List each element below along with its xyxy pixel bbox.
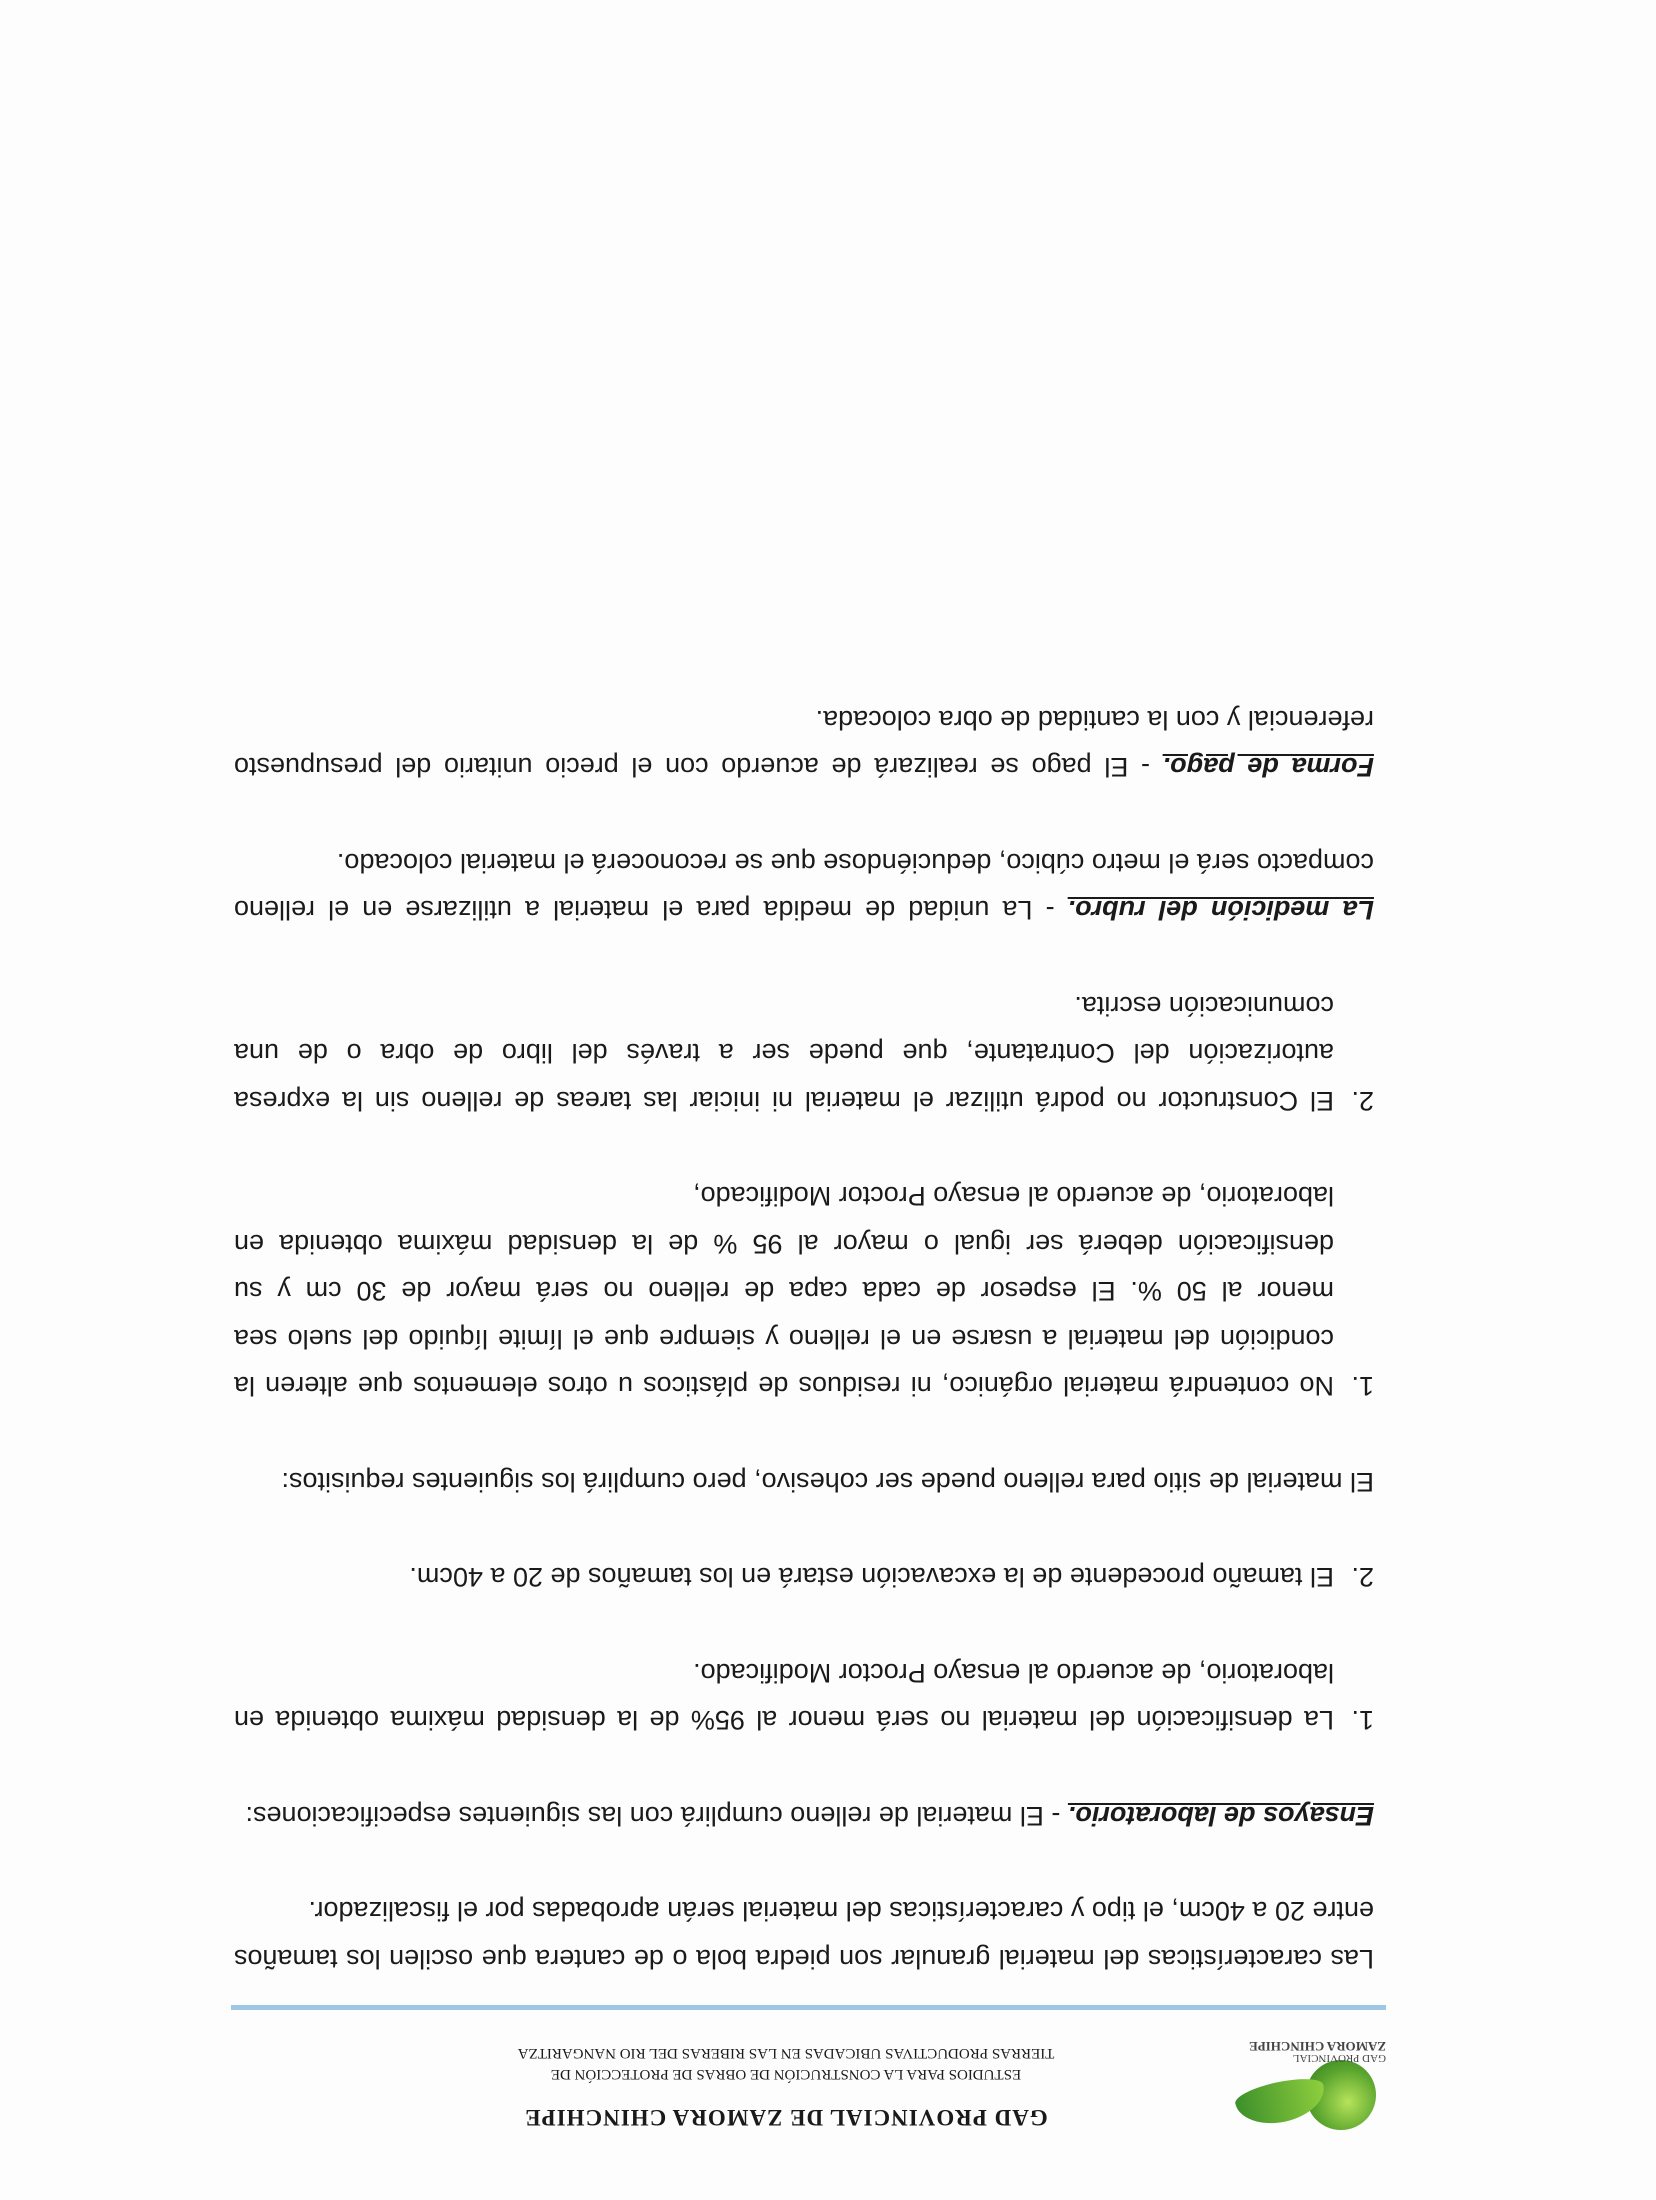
list-item: 1. No contendrá material orgánico, ni residuos de plásticos u otros elementos que alteren la condición del material a usarse en el relleno y siempre que el límite líquido del suelo sea menor al 50 %. El espesor de cada capa de relleno no será mayor de 30 cm y su densificación deberá ser igual o mayor al 95 % de la densidad máxima obtenida en laboratorio, de acuerdo al ensayo Proctor Modificado, [234, 1172, 1344, 1410]
lab-tests-paragraph [234, 1792, 1374, 1840]
lab-tests-heading: Ensayos de laboratorio. [1067, 1801, 1374, 1831]
page-header [186, 2015, 1386, 2130]
document-body [234, 648, 1374, 1983]
measurement-paragraph [234, 839, 1374, 934]
study-title-line1: ESTUDIOS PARA LA CONSTRUCIÓN DE OBRAS DE PROTECCIÓN DE [550, 2066, 1022, 2082]
measurement-heading: La medición del rubro. [1067, 895, 1374, 926]
logo-leaf-icon [1233, 2073, 1329, 2131]
list-item: 1. La densificación del material no será menor al 95% de la densidad máxima obtenida en laboratorio, de acuerdo al ensayo Proctor Modificado. [234, 1649, 1344, 1744]
organization-title: GAD PROVINCIAL DE ZAMORA CHINCHIPE [524, 2105, 1048, 2130]
organization-logo [1186, 2020, 1386, 2130]
study-title-line2: TIERRAS PRODUCTIVAS UBICADAS EN LAS RIBERAS DEL RIO NANGARITZA [517, 2045, 1055, 2061]
list-item: 2. El Constructor no podrá utilizar el material ni iniciar las tareas de relleno sin la expresa autorización del Contratante, que puede ser a través del libro de obra o de una comunicación escrita. [234, 982, 1344, 1125]
intro-paragraph: Las características del material granular son piedra bola o de cantera que oscilen los tamaños entre 20 a 40cm, el tipo y características del material serán aprobadas por el fiscalizador. [234, 1896, 1374, 1974]
logo-text-line2: ZAMORA CHINCHIPE [1249, 2039, 1386, 2054]
lab-tests-text: - El material de relleno cumplirá con las siguientes especificaciones: [245, 1801, 1068, 1831]
logo-text-line1: GAD PROVINCIAL [1292, 2052, 1386, 2064]
measurement-text: - La unidad de medida para el material a utilizarse en el relleno compacto será el metro cúbico, deduciéndose que se reconocerá el material colocado. [234, 848, 1374, 926]
list-item: 2. El tamaño procedente de la excavación estará en los tamaños de 20 a 40cm. [234, 1553, 1344, 1601]
site-requirements-list [234, 982, 1374, 1410]
payment-heading: Forma de pago. [1162, 752, 1374, 783]
lab-requirements-list [234, 1553, 1374, 1744]
payment-text: - El pago se realizará de acuerdo con el precio unitario del presupuesto referencial y con la cantidad de obra colocada. [234, 705, 1374, 783]
study-title [426, 2042, 1146, 2084]
payment-paragraph [234, 696, 1374, 791]
site-material-paragraph: El material de sitio para relleno puede ser cohesivo, pero cumplirá los siguientes requisitos: [281, 1467, 1374, 1497]
header-divider [231, 2005, 1386, 2010]
